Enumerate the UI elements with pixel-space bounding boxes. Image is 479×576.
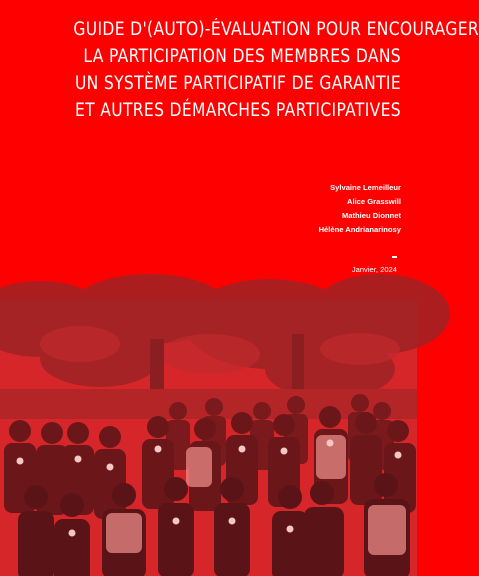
author-name: Hélène Andrianarinosy [318, 225, 401, 234]
title-line-3: UN SYSTÈME PARTICIPATIF DE GARANTIE [74, 73, 401, 94]
separator-dash [392, 256, 397, 258]
author-list [319, 181, 401, 237]
author-name: Mathieu Dionnet [341, 211, 401, 220]
publication-date: Janvier, 2024 [351, 265, 397, 274]
group-photo-icon [0, 299, 417, 576]
document-title [73, 16, 479, 124]
author-name: Alice Grasswill [346, 197, 401, 206]
title-line-4: ET AUTRES DÉMARCHES PARTICIPATIVES [75, 100, 401, 121]
author-name: Sylvaine Lemeilleur [330, 183, 401, 192]
title-line-2: LA PARTICIPATION DES MEMBRES DANS [83, 46, 402, 67]
title-line-1: GUIDE D'(AUTO)-ÉVALUATION POUR ENCOURAGER [73, 19, 479, 40]
